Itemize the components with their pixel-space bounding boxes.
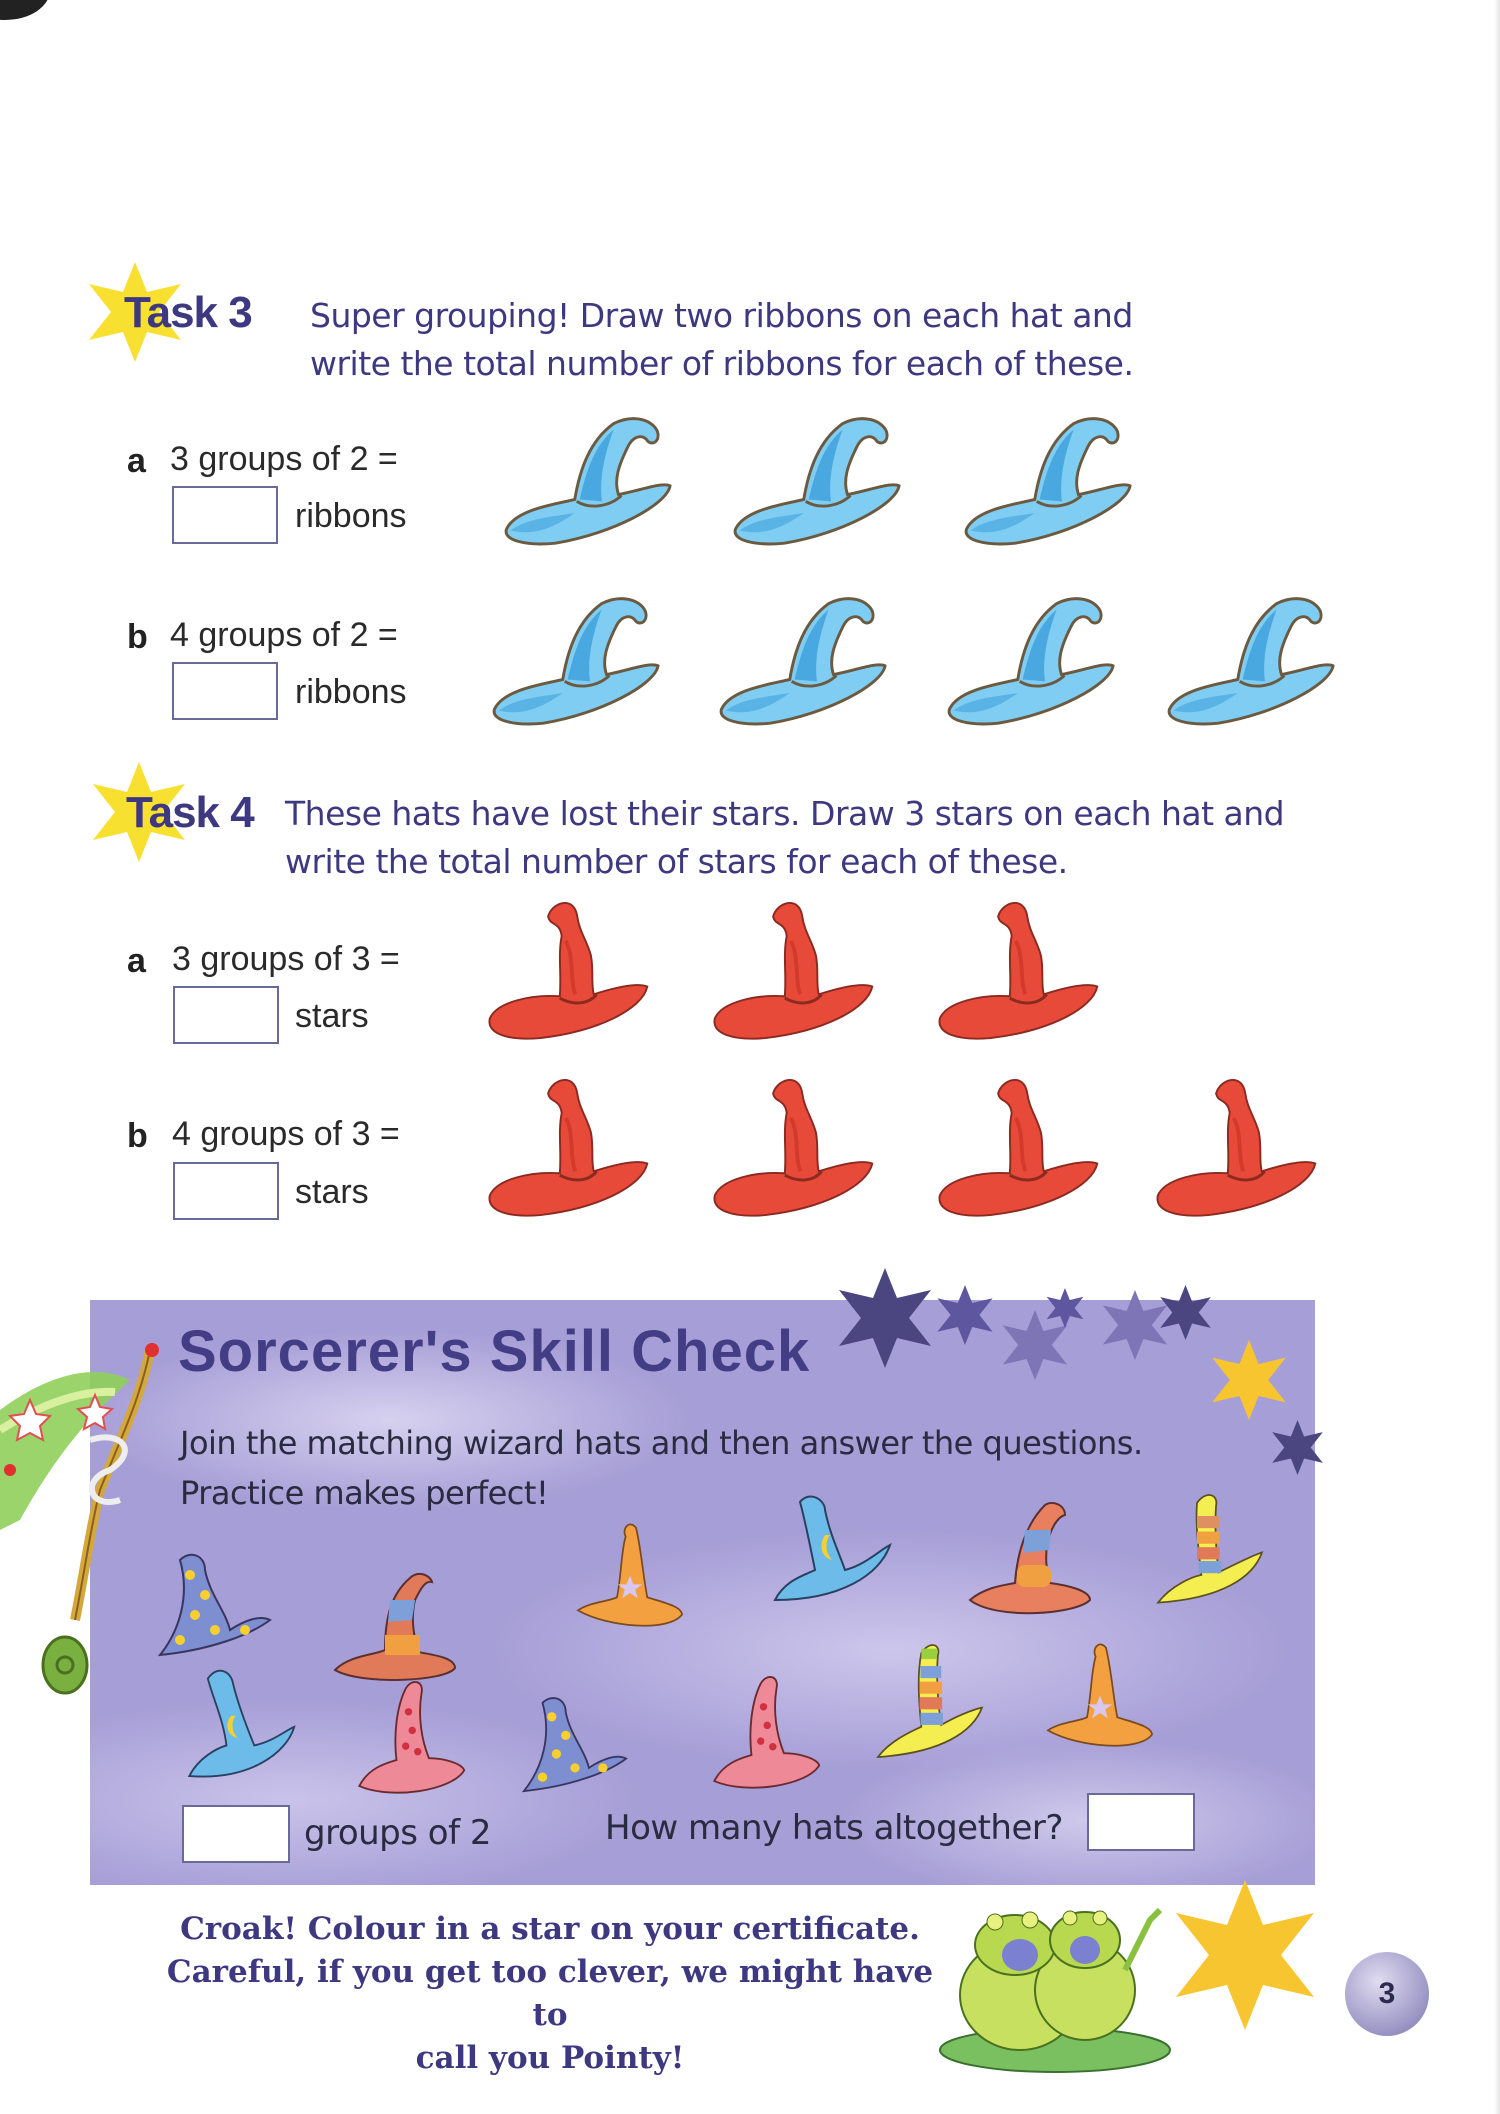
yellow-star-icon	[1165, 1880, 1325, 2030]
task4-a-letter: a	[127, 942, 146, 980]
groups-label: groups of 2	[304, 1813, 491, 1853]
blue-hat-icon	[712, 590, 887, 730]
task4-instructions	[285, 790, 1284, 886]
page-edge	[1494, 0, 1500, 2114]
orange-star-hat-icon	[1035, 1635, 1165, 1765]
task3-instruction-line1: Super grouping! Draw two ribbons on each hat and	[310, 296, 1133, 335]
pink-dotted-hat-icon	[705, 1665, 835, 1795]
navy-star-icon	[1270, 1420, 1325, 1475]
task4-a-unit: stars	[295, 997, 369, 1035]
task3-a-unit: ribbons	[295, 497, 407, 535]
yellow-star-icon	[1205, 1340, 1293, 1420]
star-icon	[1158, 1285, 1213, 1340]
task3-heading: Task 3	[124, 288, 252, 337]
striped-yellow-hat-icon	[865, 1640, 995, 1770]
blue-hat-icon	[1160, 590, 1335, 730]
blue-hat-icon	[726, 410, 901, 550]
pink-dotted-hat-icon	[350, 1670, 480, 1800]
orange-star-hat-icon	[565, 1515, 695, 1645]
blue-hat-icon	[485, 590, 660, 730]
blue-moon-hat-icon	[770, 1490, 900, 1620]
striped-yellow-hat-icon	[1145, 1490, 1275, 1620]
task3-a-question: 3 groups of 2 =	[170, 440, 398, 478]
task4-a-question: 3 groups of 3 =	[172, 940, 400, 978]
dotted-blue-hat-icon	[510, 1675, 640, 1805]
groups-answer-box[interactable]	[182, 1805, 290, 1863]
task3-instruction-line2: write the total number of ribbons for each of these.	[310, 344, 1134, 383]
task4-heading: Task 4	[126, 788, 254, 837]
footer-message	[150, 1908, 950, 2080]
frogs-illustration	[935, 1900, 1185, 2075]
footer-line3: call you Pointy!	[415, 2040, 685, 2076]
blue-hat-icon	[957, 410, 1132, 550]
blue-moon-hat-icon	[180, 1660, 310, 1790]
red-hat-icon	[932, 1072, 1107, 1222]
task4-b-unit: stars	[295, 1173, 369, 1211]
skill-check-title: Sorcerer's Skill Check	[178, 1319, 811, 1384]
task3-b-question: 4 groups of 2 =	[170, 616, 398, 654]
task4-b-letter: b	[127, 1117, 148, 1155]
footer-line1: Croak! Colour in a star on your certificate.	[180, 1911, 920, 1947]
star-icon	[935, 1285, 995, 1345]
red-hat-icon	[482, 1072, 657, 1222]
task4-b-question: 4 groups of 3 =	[172, 1115, 400, 1153]
blue-hat-icon	[940, 590, 1115, 730]
task4-instruction-line1: These hats have lost their stars. Draw 3 stars on each hat and	[285, 794, 1285, 833]
task4-b-answer-box[interactable]	[173, 1162, 279, 1220]
task3-b-letter: b	[127, 618, 148, 656]
magic-wand-icon	[0, 1320, 160, 1700]
striped-orange-hat-icon	[965, 1495, 1095, 1625]
total-question: How many hats altogether?	[605, 1808, 1063, 1848]
red-hat-icon	[1150, 1072, 1325, 1222]
total-answer-box[interactable]	[1087, 1793, 1195, 1851]
task4-a-answer-box[interactable]	[173, 986, 279, 1044]
dotted-blue-hat-icon	[150, 1535, 280, 1665]
task3-b-unit: ribbons	[295, 673, 407, 711]
task3-instructions	[310, 292, 1133, 388]
navy-star-icon	[830, 1268, 940, 1368]
skill-check-instruction-line1: Join the matching wizard hats and then answer the questions.	[180, 1424, 1143, 1462]
task3-b-answer-box[interactable]	[172, 662, 278, 720]
scan-corner-shadow	[0, 0, 50, 20]
red-hat-icon	[707, 895, 882, 1045]
red-hat-icon	[482, 895, 657, 1045]
footer-line2: Careful, if you get too clever, we might have to	[166, 1954, 934, 2033]
task3-a-letter: a	[127, 442, 146, 480]
task3-a-answer-box[interactable]	[172, 486, 278, 544]
task4-instruction-line2: write the total number of stars for each of these.	[285, 842, 1068, 881]
page-number: 3	[1345, 1952, 1429, 2036]
red-hat-icon	[707, 1072, 882, 1222]
skill-check-instruction-line2: Practice makes perfect!	[180, 1474, 549, 1512]
star-icon	[1045, 1288, 1085, 1328]
blue-hat-icon	[497, 410, 672, 550]
red-hat-icon	[932, 895, 1107, 1045]
